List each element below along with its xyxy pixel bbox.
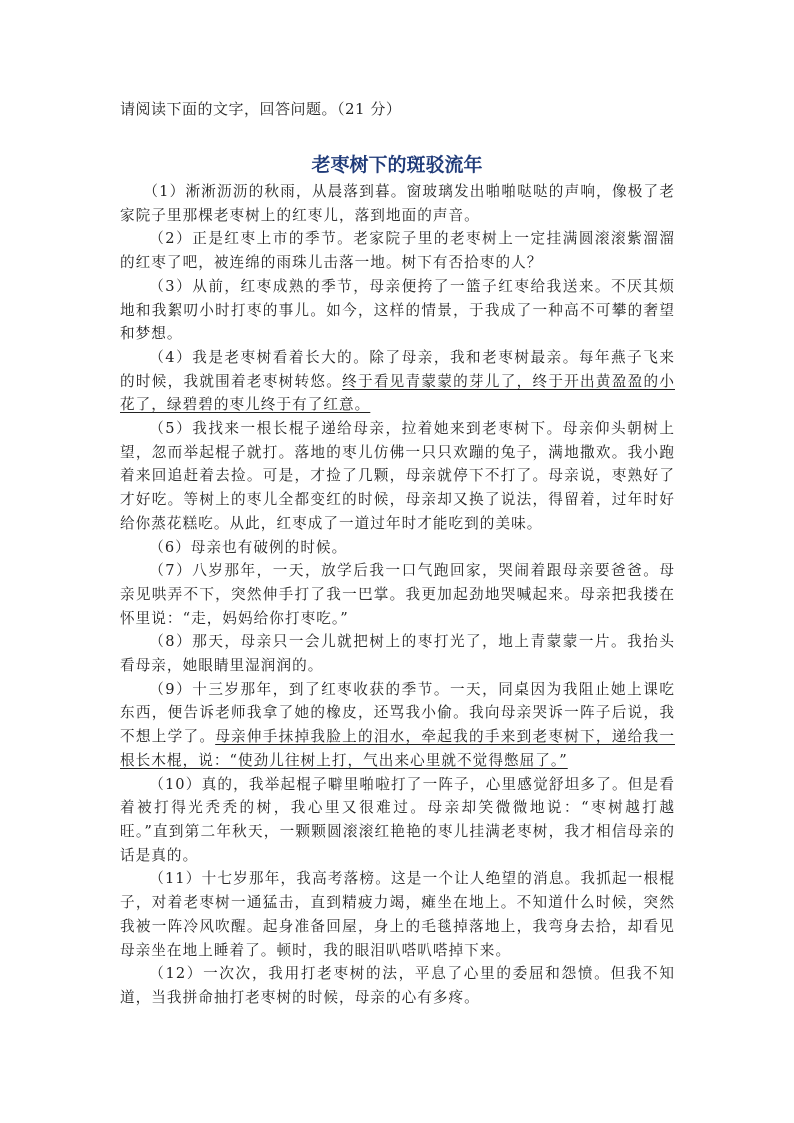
paragraph-12: （12）一次次，我用打老枣树的法，平息了心里的委屈和怨愤。但我不知道，当我拼命抽打老枣树的时候，母亲的心有多疼。: [120, 965, 675, 1006]
article-body: [120, 180, 675, 1010]
paragraph-10: （10）真的，我举起棍子噼里啪啦打了一阵子，心里感觉舒坦多了。但是看着被打得光秃秃的树，我心里又很难过。母亲却笑微微地说：“枣树越打越旺。”直到第二年秋天，一颗颗圆滚滚红艳艳的枣儿挂满老枣树，我才相信母亲的话是真的。: [120, 775, 675, 864]
paragraph-4-text: （4）我是老枣树看着长大的。除了母亲，我和老枣树最亲。每年燕子飞来的时候，我就围着老枣树转悠。: [120, 348, 675, 390]
paragraph-9: [120, 678, 675, 773]
paragraph-3: （3）从前，红枣成熟的季节，母亲便挎了一篮子红枣给我送来。不厌其烦地和我絮叨小时打枣的事儿。如今，这样的情景，于我成了一种高不可攀的奢望和梦想。: [120, 277, 675, 343]
paragraph-11: （11）十七岁那年，我高考落榜。这是一个让人绝望的消息。我抓起一根棍子，对着老枣树一通猛击，直到精疲力竭，瘫坐在地上。不知道什么时候，突然我被一阵冷风吹醒。起身准备回屋，身上的毛毯掉落地上，我弯身去拾，却看见母亲坐在地上睡着了。顿时，我的眼泪叭嗒叭嗒掉下来。: [120, 870, 675, 959]
paragraph-2: （2）正是红枣上市的季节。老家院子里的老枣树上一定挂满圆滚滚紫溜溜的红枣了吧，被连绵的雨珠儿击落一地。树下有否拾枣的人？: [120, 230, 675, 272]
paragraph-5: （5）我找来一根长棍子递给母亲，拉着她来到老枣树下。母亲仰头朝树上望，忽而举起棍子就打。落地的枣儿仿佛一只只欢蹦的兔子，满地撒欢。我小跑着来回追赶着去捡。可是，才捡了几颗，母亲就停下不打了。母亲说，枣熟好了才好吃。等树上的枣儿全都变红的时候，母亲却又换了说法，得留着，过年时好给你蒸花糕吃。从此，红枣成了一道过年时才能吃到的美味。: [120, 420, 675, 532]
question-instruction: 请阅读下面的文字，回答问题。（21 分）: [120, 100, 402, 118]
underlined-sentence-1: 终于看见青蒙蒙的芽儿了，终于开出黄盈盈的小花了，绿碧碧的枣儿终于有了红意。: [120, 372, 675, 414]
paragraph-6: （6）母亲也有破例的时候。: [149, 538, 348, 556]
article-title: 老枣树下的斑驳流年: [311, 154, 483, 176]
paragraph-1: （1）淅淅沥沥的秋雨，从晨落到暮。窗玻璃发出啪啪哒哒的声响，像极了老家院子里那棵老枣树上的红枣儿，落到地面的声音。: [120, 183, 675, 224]
paragraph-9-text: （9）十三岁那年，到了红枣收获的季节。一天，同桌因为我阻止她上课吃东西，便告诉老师我拿了她的橡皮，还骂我小偷。我向母亲哭诉一阵子后说，我不想上学了。: [120, 680, 675, 746]
underlined-sentence-2: 母亲伸手抹掉我脸上的泪水，牵起我的手来到老枣树下，递给我一根长木棍，说：“使劲儿往树上打，气出来心里就不觉得憋屈了。”: [120, 728, 675, 769]
paragraph-7: （7）八岁那年，一天，放学后我一口气跑回家，哭闹着跟母亲要爸爸。母亲见哄弄不下，突然伸手打了我一巴掌。我更加起劲地哭喊起来。母亲把我搂在怀里说：“走，妈妈给你打枣吃。”: [120, 562, 675, 627]
paragraph-8: （8）那天，母亲只一会儿就把树上的枣打光了，地上青蒙蒙一片。我抬头看母亲，她眼睛里湿润润的。: [120, 633, 675, 675]
paragraph-4: [120, 346, 675, 417]
